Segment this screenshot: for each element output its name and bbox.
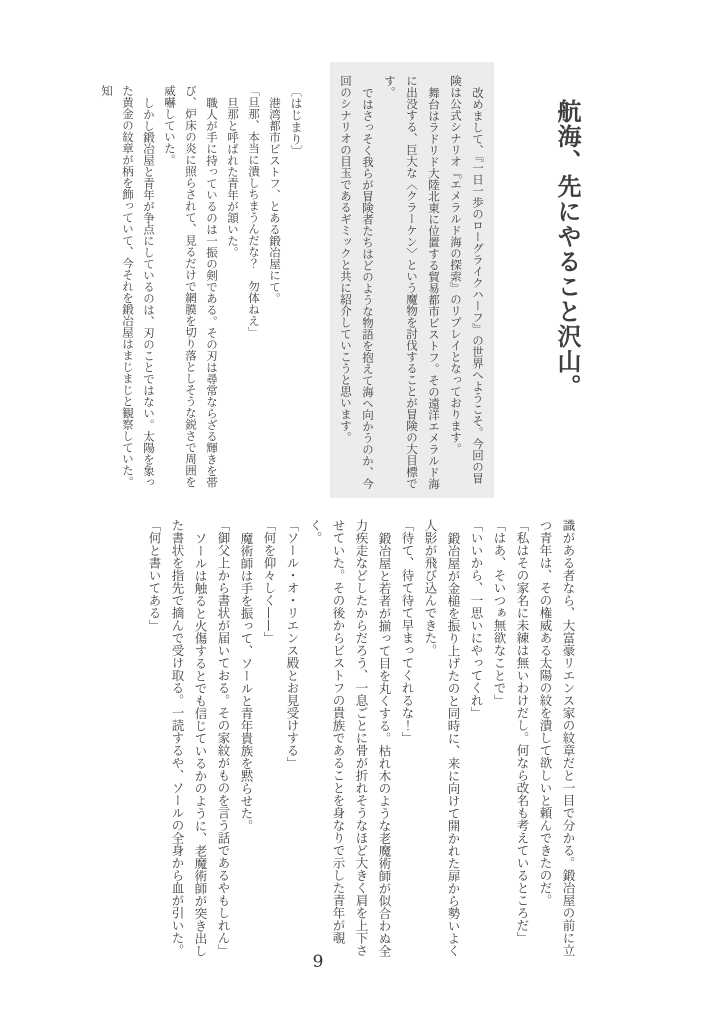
upper-text-block <box>76 62 586 498</box>
story-paragraph: 鍛冶屋が金槌を振り上げたのと同時に、来に向けて開かれた扉から勢いよく人影が飛び込んできた。 <box>423 519 461 957</box>
story-paragraph: 旦那と呼ばれた青年が頷いた。 <box>226 96 240 258</box>
story-paragraph: 港湾都市ビストフ、とある鍛冶屋にて。 <box>268 96 282 304</box>
intro-highlight-box <box>330 62 494 498</box>
story-paragraph: 「ソール・オ・リエンス殿とお見受けする」 <box>285 519 300 769</box>
intro-paragraph: ではさっそく我らが冒険者たちはどのような物語を抱えて海へ向かうのか、今回のシナリオの目玉であるギミックと共に紹介していこうと思います。 <box>339 75 375 489</box>
story-paragraph: 「御父上から書状が届いておる。その家紋がものを言う話であるやもしれん」 <box>216 519 231 957</box>
page-title: 航海、先にやること沢山。 <box>553 99 581 399</box>
section-heading: 〔はじまり〕 <box>289 85 303 157</box>
story-paragraph: 「いいから、一思いにやってくれ」 <box>469 519 484 719</box>
story-paragraph: 「旦那、本当に潰しちまうんだな？ 勿体ねえ」 <box>247 85 261 338</box>
story-paragraph: 鍛冶屋と若者が揃って目を丸くする。枯れ木のような老魔術師が似合わぬ全力疾走などしたからだろう、一息ごとに骨が折れそうなほど大きく肩を上下させていた。その後からビストフの貴族であることを身なりで示した青年が覗く。 <box>308 519 392 957</box>
story-paragraph: 「何と書いてある」 <box>147 519 162 632</box>
story-paragraph: 識がある者なら、大富豪リエンス家の紋章だと一目で分かる。鍛冶屋の前に立つ青年は、その権威ある太陽の紋を潰して欲しいと頼んできたのだ。 <box>538 519 576 957</box>
story-paragraph: 「はあ、そいつぁ無欲なことで」 <box>492 519 507 707</box>
story-paragraph: 魔術師は手を振って、ソールと青年貴族を黙らせた。 <box>239 531 254 832</box>
lower-text-block <box>88 519 580 966</box>
story-paragraph: ソールは触ると火傷するとでも信じているかのように、老魔術師が突き出した書状を指先で摘んで受け取る。一読するや、ソールの全身から血が引いた。 <box>170 519 208 957</box>
story-upper-body <box>96 62 306 498</box>
page-number: 9 <box>312 952 324 972</box>
story-paragraph: 「待て、待て待て早まってくれるな！」 <box>400 519 415 744</box>
story-paragraph: 「私はその家名に未練は無いわけだし。何なら改名も考えているところだ」 <box>515 519 530 944</box>
story-paragraph: しかし鍛冶屋と青年が争点にしているのは、刃のことではない。太陽を象った黄金の紋章が柄を飾っていて、今それを鍛冶屋はまじまじと観察していた。知 <box>100 85 156 488</box>
intro-paragraph: 改めまして、『一日一歩のローグライクハーフ』の世界へようこそ。今回の冒険は公式シナリオ『エメラルド海の探索』のリプレイとなっております。 <box>449 75 485 484</box>
story-paragraph: 「何を仰々しく——」 <box>262 519 277 644</box>
story-paragraph: 職人が手に持っているのは一振の剣である。その刃は尋常ならざる輝きを帯び、炉床の炎に照らされて、見るだけで網膜を切り落としそうな鋭さで周囲を威嚇していた。 <box>163 85 219 488</box>
intro-paragraph: 舞台はラドリド大陸北東に位置する貿易都市ビストフ。その遠洋エメラルド海に出没する、巨大な〈クラーケン〉という魔物を討伐することが冒険の大目標です。 <box>383 75 441 489</box>
